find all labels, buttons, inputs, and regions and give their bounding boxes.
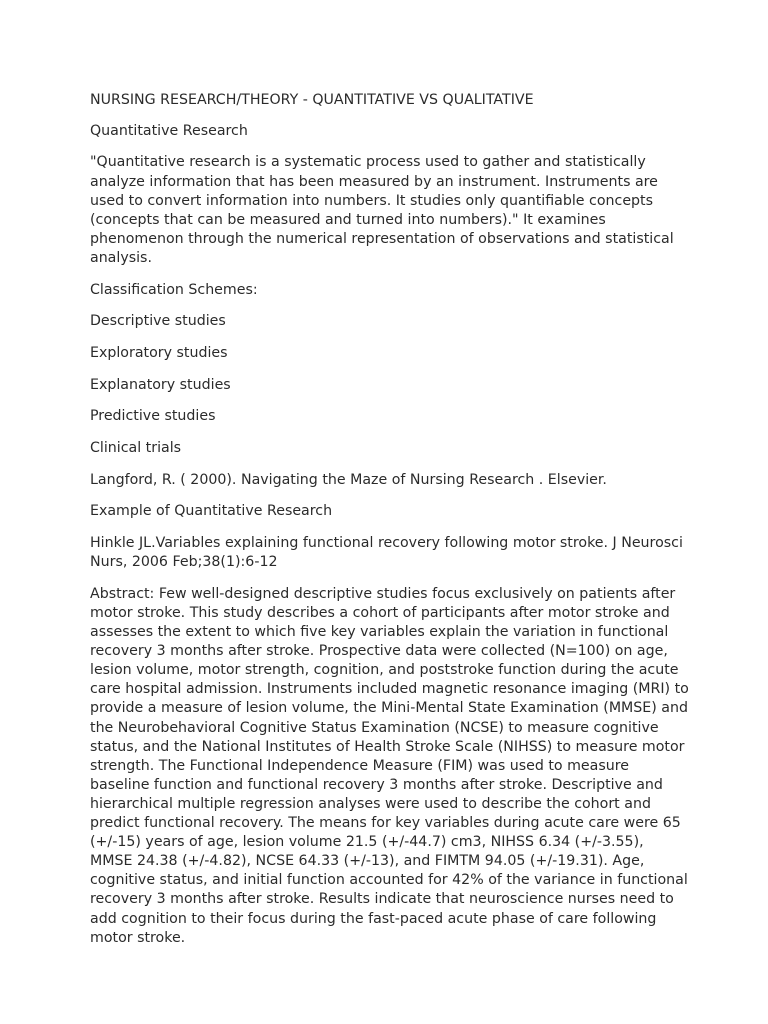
example-citation: Hinkle JL.Variables explaining functional recovery following motor stroke. J Neurosci Nurs, 2006 Feb;38(1):6-12	[90, 535, 683, 571]
document-body	[90, 91, 690, 960]
classification-item-predictive: Predictive studies	[90, 408, 216, 425]
example-heading: Example of Quantitative Research	[90, 503, 333, 520]
abstract-paragraph: Abstract: Few well-designed descriptive studies focus exclusively on patients after motor stroke. This study describes a cohort of participants after motor stroke and assesses the extent to which five key variables explain the variation in functional recovery 3 months after stroke. Prospective data were collected (N=100) on age, lesion volume, motor strength, cognition, and poststroke function during the acute care hospital admission. Instruments included magnetic resonance imaging (MRI) to provide a measure of lesion volume, the Mini-Mental State Examination (MMSE) and the Neurobehavioral Cognitive Status Examination (NCSE) to measure cognitive status, and the National Institutes of Health Stroke Scale (NIHSS) to measure motor strength. The Functional Independence Measure (FIM) was used to measure baseline function and functional recovery 3 months after stroke. Descriptive and hierarchical multiple regression analyses were used to describe the cohort and predict functional recovery. The means for key variables during acute care were 65 (+/-15) years of age, lesion volume 21.5 (+/-44.7) cm3, NIHSS 6.34 (+/-3.55), MMSE 24.38 (+/-4.82), NCSE 64.33 (+/-13), and FIMTM 94.05 (+/-19.31). Age, cognitive status, and initial function accounted for 42% of the variance in functional recovery 3 months after stroke. Results indicate that neuroscience nurses need to add cognition to their focus during the fast-paced acute phase of care following motor stroke.	[90, 585, 689, 946]
classification-item-explanatory: Explanatory studies	[90, 376, 231, 393]
document-title: NURSING RESEARCH/THEORY - QUANTITATIVE VS QUALITATIVE	[90, 92, 534, 108]
classification-item-descriptive: Descriptive studies	[90, 313, 226, 330]
definition-paragraph: "Quantitative research is a systematic process used to gather and statistically analyze information that has been measured by an instrument. Instruments are used to convert information into numbers. It studies only quantifiable concepts (concepts that can be measured and turned into numbers)." It examines phenomenon through the numerical representation of observations and statistical analysis.	[90, 154, 674, 266]
classification-heading: Classification Schemes:	[90, 281, 258, 298]
classification-item-exploratory: Exploratory studies	[90, 345, 228, 361]
section-heading: Quantitative Research	[90, 122, 248, 139]
reference-citation: Langford, R. ( 2000). Navigating the Maze of Nursing Research . Elsevier.	[90, 471, 607, 488]
classification-item-clinical-trials: Clinical trials	[90, 440, 182, 457]
